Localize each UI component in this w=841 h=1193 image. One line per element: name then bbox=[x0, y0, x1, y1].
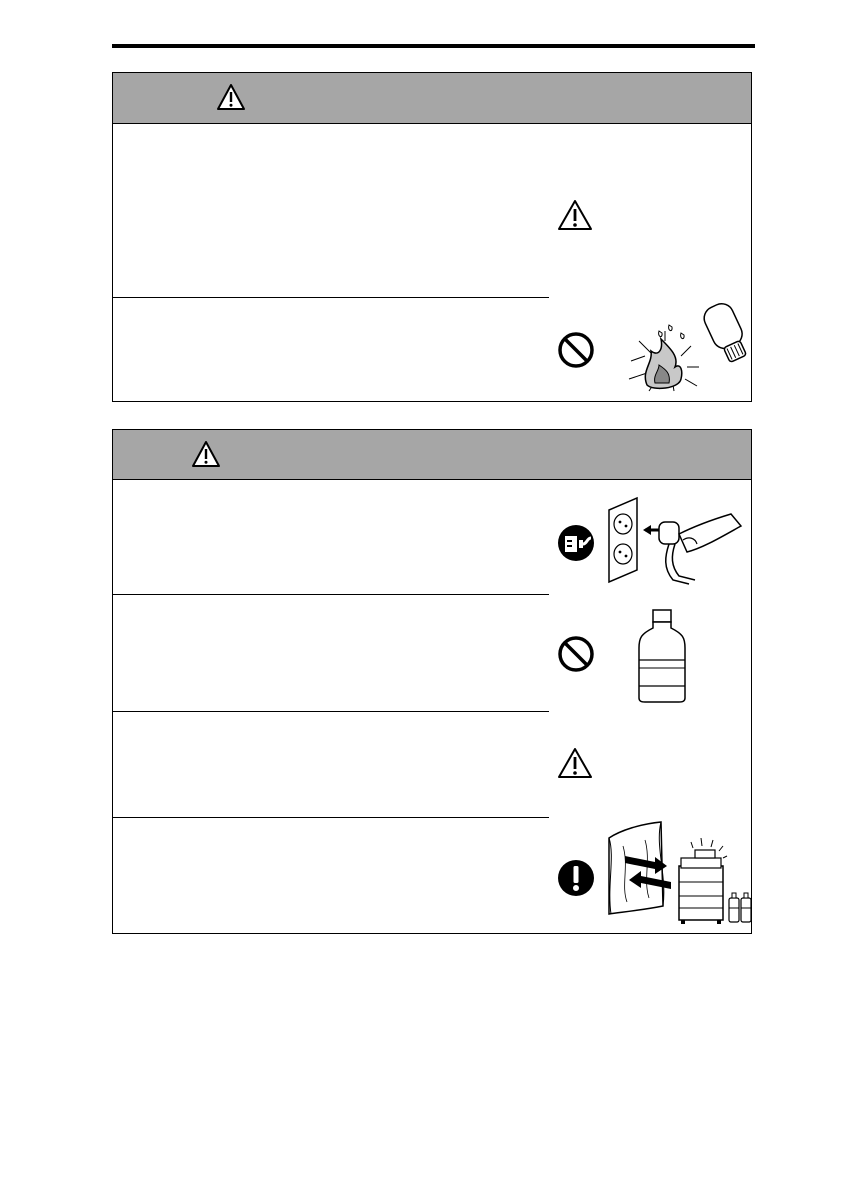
row-divider bbox=[113, 711, 549, 712]
unplug-icon bbox=[557, 524, 595, 562]
warning-triangle-icon bbox=[557, 199, 593, 231]
unplug-power-cord-illustration bbox=[599, 496, 745, 586]
prohibited-icon bbox=[557, 635, 595, 673]
warning-box-1 bbox=[112, 72, 752, 402]
top-rule bbox=[112, 44, 755, 48]
row-divider bbox=[113, 594, 549, 595]
mandatory-action-icon bbox=[557, 859, 595, 897]
ventilate-room-illustration bbox=[601, 816, 753, 928]
warning-triangle-icon bbox=[557, 747, 593, 779]
toner-bottle-illustration bbox=[637, 608, 687, 704]
box-1-header bbox=[113, 73, 751, 124]
warning-triangle-icon bbox=[216, 83, 246, 111]
row-divider bbox=[113, 297, 549, 298]
toner-bottle-fire-illustration bbox=[619, 301, 754, 393]
prohibited-icon bbox=[557, 331, 595, 369]
box-2-header bbox=[113, 430, 751, 480]
row-divider bbox=[113, 817, 549, 818]
warning-triangle-icon bbox=[191, 440, 221, 468]
warning-box-2 bbox=[112, 429, 752, 934]
